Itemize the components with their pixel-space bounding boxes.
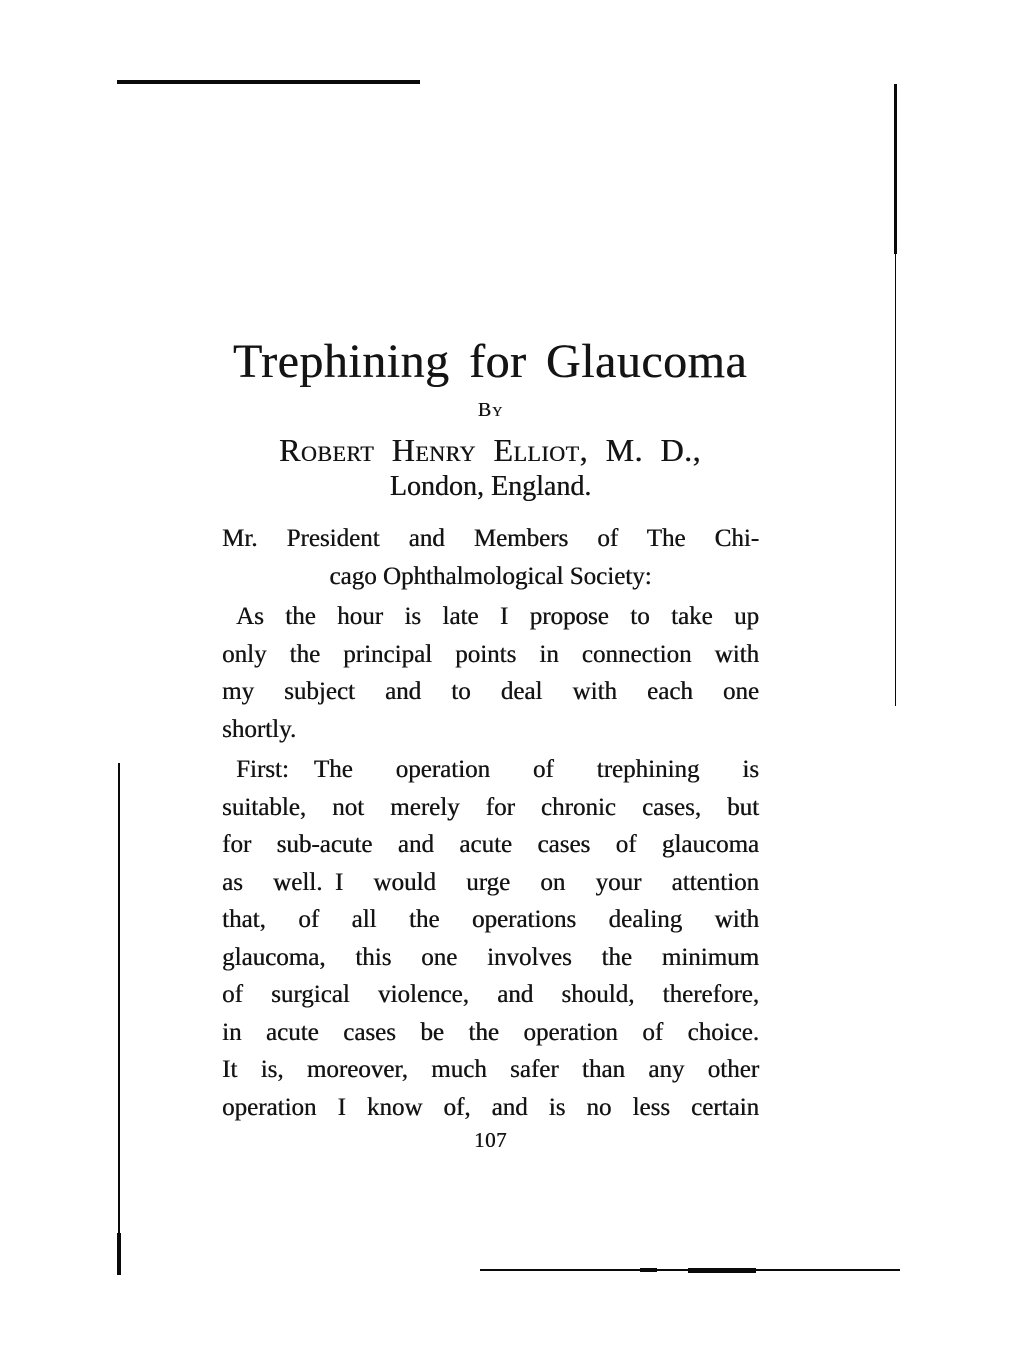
bottom-rule-thick-segment-1	[640, 1268, 657, 1272]
text-line: in acute cases be the operation of choice.	[222, 1018, 759, 1046]
text-line: my subject and to deal with each one	[222, 678, 759, 705]
text-line: Mr. President and Members of The Chi-	[222, 525, 759, 552]
left-page-edge-line-thick	[117, 1233, 121, 1275]
text-line: shortly.	[222, 715, 297, 743]
author-name: Robert Henry Elliot, M. D.,	[278, 432, 702, 468]
paragraph-first-point	[222, 751, 759, 1126]
text-line: First: The operation of trephining is	[236, 756, 759, 783]
author-location: London, England.	[389, 471, 592, 502]
bottom-rule-thick-segment-2	[688, 1268, 756, 1273]
text-line: as well. I would urge on your attention	[222, 868, 759, 896]
page-number: 107	[474, 1128, 507, 1152]
article-title: Trephining for Glaucoma	[232, 335, 748, 388]
right-page-edge-line	[895, 254, 896, 706]
text-line: for sub-acute and acute cases of glaucoma	[222, 831, 759, 858]
left-page-edge-line	[118, 763, 120, 1233]
paragraph-intro	[222, 598, 759, 748]
right-page-edge-line-thick	[894, 84, 897, 254]
text-line: glaucoma, this one involves the minimum	[222, 943, 759, 971]
top-rule	[117, 80, 420, 84]
text-line: operation I know of, and is no less certain	[222, 1093, 759, 1121]
text-line: only the principal points in connection with	[222, 640, 759, 668]
paragraph-salutation	[222, 520, 759, 595]
text-line: of surgical violence, and should, therefore,	[222, 981, 759, 1008]
text-line: As the hour is late I propose to take up	[236, 603, 759, 630]
byline-label: By	[477, 399, 504, 421]
text-line: cago Ophthalmological Society:	[329, 562, 652, 590]
text-line: that, of all the operations dealing with	[222, 906, 759, 933]
text-line: It is, moreover, much safer than any other	[222, 1056, 759, 1083]
body-text	[222, 520, 759, 1126]
text-line: suitable, not merely for chronic cases, but	[222, 793, 759, 821]
